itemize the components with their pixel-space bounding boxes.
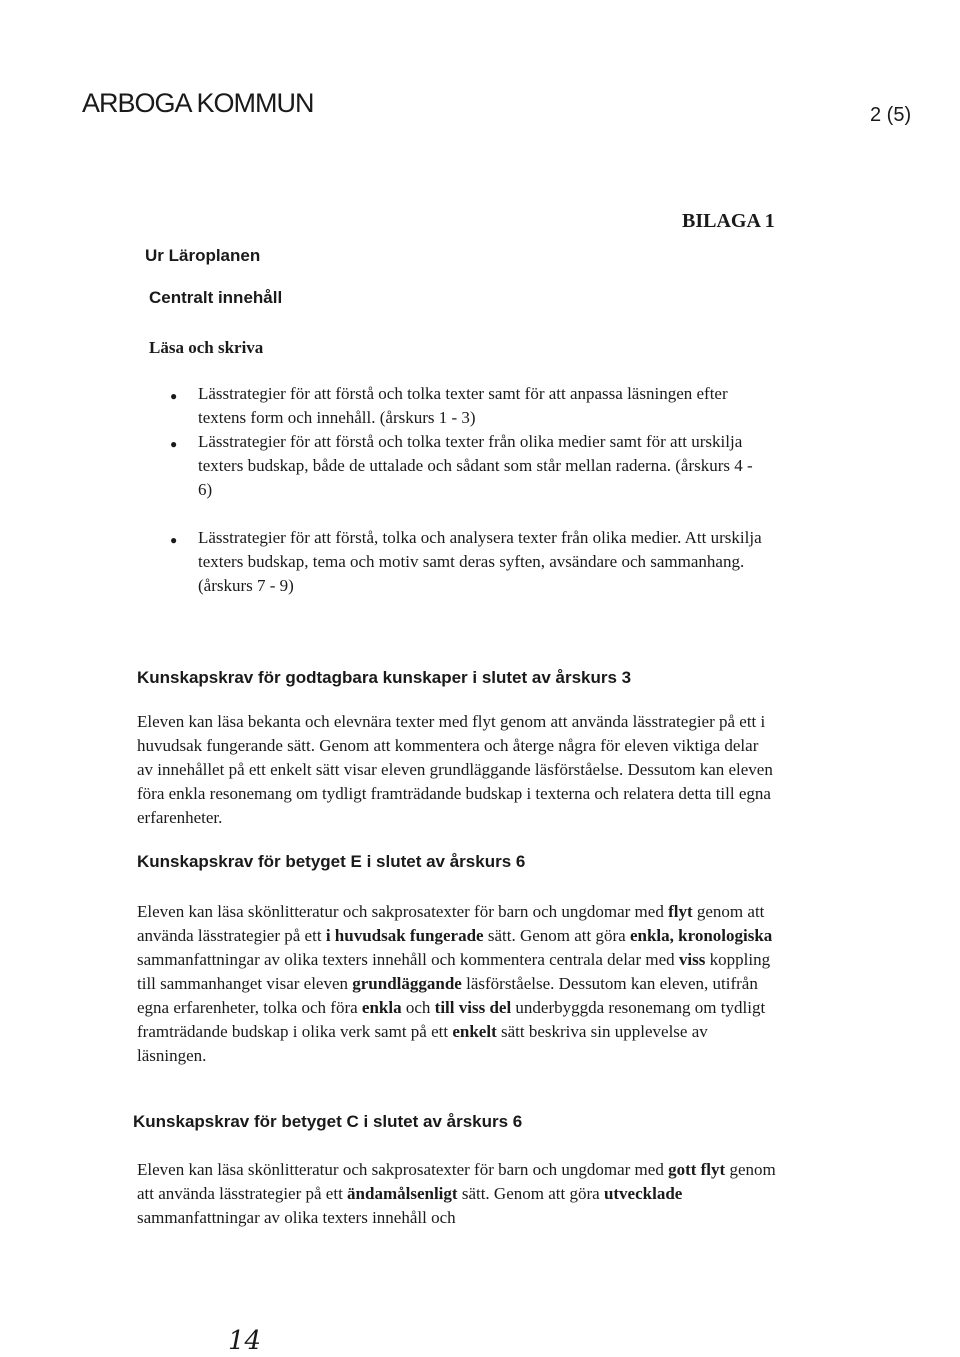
emphasized-text: ändamålsenligt — [347, 1184, 458, 1203]
emphasized-text: viss — [678, 950, 706, 969]
list-item — [170, 526, 770, 598]
list-item-text: Lässtrategier för att förstå, tolka och analysera texter från olika medier. Att urskilja texters budskap, tema och motiv samt deras syften, avsändare och sammanhang. (årskurs 7 - 9) — [198, 528, 762, 595]
section-body-grade3 — [137, 710, 777, 830]
bullet-icon: ● — [170, 437, 178, 451]
emphasized-text: enkelt — [452, 1022, 497, 1041]
emphasized-text: grundläggande — [352, 974, 462, 993]
appendix-label: BILAGA 1 — [682, 210, 775, 232]
section-heading-grade-c: Kunskapskrav för betyget C i slutet av årskurs 6 — [133, 1112, 523, 1131]
body-text: sätt. Genom att göra — [457, 1184, 604, 1203]
bullet-icon: ● — [170, 533, 178, 547]
list-item — [170, 382, 770, 430]
body-text: Eleven kan läsa skönlitteratur och sakprosatexter för barn och ungdomar med — [137, 1160, 669, 1179]
body-text: genom att använda lässtrategier på ett — [137, 1160, 776, 1203]
list-item-text: Lässtrategier för att förstå och tolka texter samt för att anpassa läsningen efter textens form och innehåll. (årskurs 1 - 3) — [198, 384, 728, 427]
emphasized-text: flyt — [668, 902, 693, 921]
central-content-heading: Centralt innehåll — [149, 288, 283, 307]
emphasized-text: i huvudsak fungerade — [325, 926, 484, 945]
body-text: sammanfattningar av olika texters innehåll och kommentera centrala delar med — [137, 950, 679, 969]
emphasized-text: till viss del — [434, 998, 512, 1017]
body-text: Eleven kan läsa skönlitteratur och sakprosatexter för barn och ungdomar med — [137, 902, 669, 921]
emphasized-text: enkla — [361, 998, 402, 1017]
organization-name: ARBOGA KOMMUN — [82, 88, 314, 118]
section-heading-grade-e: Kunskapskrav för betyget E i slutet av årskurs 6 — [137, 852, 526, 871]
body-text: och — [401, 998, 435, 1017]
body-text: Eleven kan läsa bekanta och elevnära texter med flyt genom att använda lässtrategier på ett i huvudsak fungerande sätt. Genom att kommentera och återge några för eleven viktiga delar av innehållet på ett enkelt sätt visar eleven grundläggande läsförståelse. Dessutom kan eleven föra enkla resonemang om tydligt framträdande budskap i texterna och relatera detta till egna erfarenheter. — [137, 712, 773, 827]
section-body-grade-e — [137, 900, 777, 1068]
body-text: sammanfattningar av olika texters innehåll och — [137, 1208, 456, 1227]
body-text: läsförståelse. Dessutom kan eleven, utifrån egna erfarenheter, tolka och föra — [137, 974, 758, 1017]
curriculum-heading: Ur Läroplanen — [145, 246, 261, 265]
handwritten-page-mark: 14 — [228, 1326, 262, 1356]
emphasized-text: utvecklade — [603, 1184, 683, 1203]
emphasized-text: enkla, kronologiska — [629, 926, 773, 945]
section-body-grade-c — [137, 1158, 777, 1230]
section-heading-grade3: Kunskapskrav för godtagbara kunskaper i slutet av årskurs 3 — [137, 668, 632, 687]
body-text: underbyggda resonemang om tydligt framträdande budskap i olika verk samt på ett — [137, 998, 766, 1041]
body-text: sätt beskriva sin upplevelse av läsningen. — [137, 1022, 708, 1065]
bullet-icon: ● — [170, 389, 178, 403]
page-number: 2 (5) — [870, 104, 912, 126]
body-text: genom att använda lässtrategier på ett — [137, 902, 765, 945]
body-text: sätt. Genom att göra — [483, 926, 630, 945]
content-bullet-list — [170, 382, 770, 598]
body-text: koppling till sammanhanget visar eleven — [137, 950, 771, 993]
list-item-text: Lässtrategier för att förstå och tolka texter från olika medier samt för att urskilja texters budskap, både de uttalade och sådant som står mellan raderna. (årskurs 4 - 6) — [198, 432, 753, 499]
reading-writing-heading: Läsa och skriva — [149, 338, 264, 357]
list-item — [170, 430, 770, 502]
emphasized-text: gott flyt — [668, 1160, 726, 1179]
